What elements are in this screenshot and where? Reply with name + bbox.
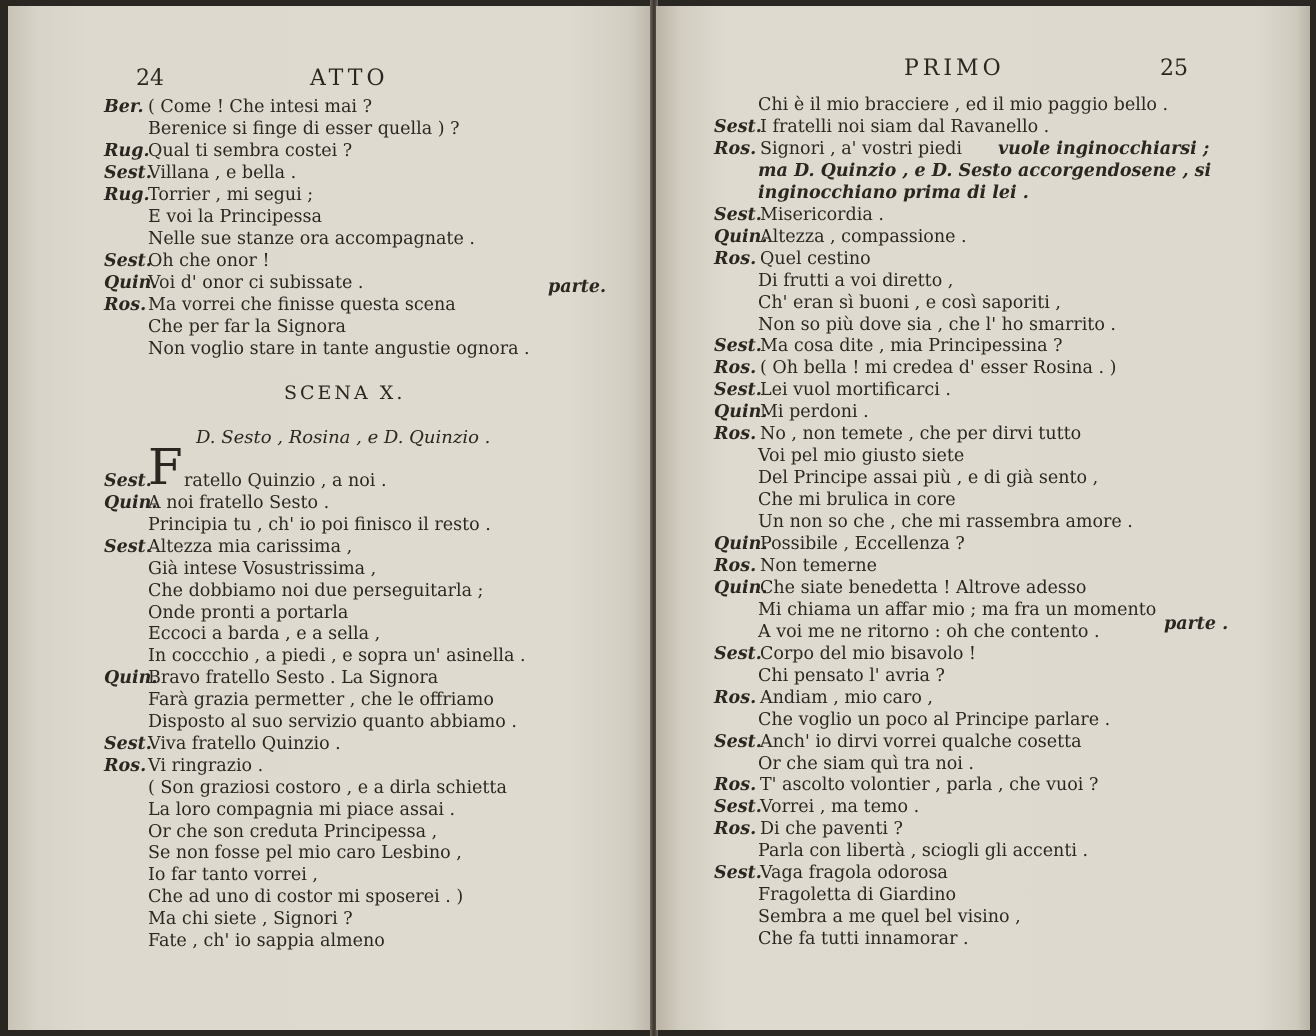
speaker: Quin. bbox=[714, 226, 768, 247]
text-line bbox=[104, 536, 352, 558]
speaker: Sest. bbox=[714, 863, 762, 884]
line-text: La loro compagnia mi piace assai . bbox=[148, 799, 456, 820]
line-text: Parla con libertà , sciogli gli accenti . bbox=[758, 841, 1089, 862]
line-text: Altezza mia carissima , bbox=[148, 536, 353, 557]
line-text: Che voglio un poco al Principe parlare . bbox=[758, 709, 1111, 730]
speaker: Sest. bbox=[714, 643, 762, 664]
line-text: Onde pronti a portarla bbox=[148, 602, 349, 623]
line-text: Viva fratello Quinzio . bbox=[148, 733, 341, 754]
speaker: Ros. bbox=[714, 358, 757, 379]
line-text: Io far tanto vorrei , bbox=[148, 865, 318, 886]
text-line bbox=[148, 799, 455, 821]
page-number: 24 bbox=[136, 66, 164, 91]
line-text: Fragoletta di Giardino bbox=[758, 885, 957, 906]
text-line bbox=[714, 643, 976, 665]
scene-characters: D. Sesto , Rosina , e D. Quinzio . bbox=[196, 427, 491, 448]
page-number: 25 bbox=[1160, 56, 1188, 81]
line-text: Or che siam quì tra noi . bbox=[758, 753, 974, 774]
left-page bbox=[8, 6, 652, 1030]
right-page bbox=[656, 6, 1310, 1030]
line-text: Lei vuol mortificarci . bbox=[760, 380, 951, 401]
line-text: Un non so che , che mi rassembra amore . bbox=[758, 512, 1133, 533]
line-text: Farà grazia permetter , che le offriamo bbox=[148, 690, 494, 711]
line-text: Oh che onor ! bbox=[148, 251, 270, 271]
line-text: Or che son creduta Principessa , bbox=[148, 821, 438, 842]
line-text: Nelle sue stanze ora accompagnate . bbox=[148, 229, 475, 249]
stage-cue: parte . bbox=[1164, 614, 1229, 634]
line-text: Possibile , Eccellenza ? bbox=[760, 534, 965, 554]
text-line bbox=[758, 928, 969, 950]
text-line bbox=[714, 555, 877, 577]
stage-cue: parte. bbox=[548, 277, 607, 297]
text-line bbox=[148, 228, 475, 250]
text-line bbox=[714, 818, 903, 840]
running-head: PRIMO bbox=[904, 56, 1005, 81]
line-text: Sembra a me quel bel visino , bbox=[758, 907, 1021, 928]
line-text: Fate , ch' io sappia almeno bbox=[148, 931, 385, 951]
speaker: Sest. bbox=[714, 797, 762, 818]
text-line bbox=[758, 709, 1110, 731]
text-line bbox=[714, 248, 871, 270]
text-line bbox=[714, 774, 1098, 796]
line-text: Chi pensato l' avria ? bbox=[758, 665, 945, 686]
speaker: Ros. bbox=[714, 819, 757, 840]
text-line bbox=[758, 314, 1116, 336]
stage-direction: vuole inginocchiarsi ; bbox=[997, 138, 1210, 159]
text-line bbox=[148, 206, 322, 228]
line-text: Non so più dove sia , che l' ho smarrito . bbox=[758, 314, 1116, 335]
line-text: Altezza , compassione . bbox=[760, 226, 967, 247]
text-line bbox=[714, 226, 967, 248]
line-text: Ma chi siete , Signori ? bbox=[148, 909, 353, 930]
line-text: Ma cosa dite , mia Principessina ? bbox=[760, 336, 1063, 357]
line-text: Principia tu , ch' io poi finisco il resto . bbox=[148, 514, 491, 535]
line-text: Vi ringrazio . bbox=[148, 755, 264, 776]
line-text: Torrier , mi segui ; bbox=[148, 185, 314, 205]
line-text: Voi pel mio giusto siete bbox=[758, 446, 965, 467]
line-text: Non voglio stare in tante angustie ognora . bbox=[148, 339, 530, 359]
text-line bbox=[758, 511, 1133, 533]
text-line bbox=[104, 733, 341, 755]
line-text: Disposto al suo servizio quanto abbiamo . bbox=[148, 712, 517, 732]
text-line bbox=[758, 884, 956, 906]
line-text: ( Come ! Che intesi mai ? bbox=[148, 97, 372, 117]
speaker: Sest. bbox=[104, 163, 152, 183]
line-text: Eccoci a barda , e a sella , bbox=[148, 624, 381, 645]
text-line bbox=[714, 862, 948, 884]
speaker: Sest. bbox=[104, 471, 152, 491]
text-line bbox=[104, 96, 372, 118]
text-line bbox=[104, 755, 263, 777]
text-line bbox=[104, 250, 269, 272]
text-line bbox=[714, 533, 965, 555]
text-line bbox=[148, 316, 346, 338]
text-line bbox=[714, 687, 933, 709]
text-line bbox=[758, 467, 1098, 489]
text-line bbox=[148, 338, 530, 360]
text-line bbox=[148, 930, 385, 952]
line-text: Del Principe assai più , e di già sento , bbox=[758, 468, 1099, 489]
speaker: Ros. bbox=[714, 775, 757, 796]
line-text: Corpo del mio bisavolo ! bbox=[760, 643, 976, 664]
speaker: Ros. bbox=[104, 755, 147, 776]
speaker: Quin. bbox=[714, 577, 768, 598]
text-line bbox=[714, 138, 1209, 160]
line-text: T' ascolto volontier , parla , che vuoi ? bbox=[760, 775, 1099, 796]
line-text: Misericordia . bbox=[760, 204, 884, 225]
line-text: Vorrei , ma temo . bbox=[760, 797, 920, 818]
speaker: Quin. bbox=[104, 493, 158, 513]
line-text: Non temerne bbox=[760, 555, 878, 576]
text-line bbox=[104, 667, 438, 689]
line-text: Ma vorrei che finisse questa scena bbox=[148, 295, 456, 315]
text-line bbox=[714, 335, 1062, 357]
text-line bbox=[104, 184, 313, 206]
speaker: Ber. bbox=[104, 97, 144, 117]
text-line bbox=[758, 489, 956, 511]
line-text: Andiam , mio caro , bbox=[760, 687, 933, 708]
text-line bbox=[758, 182, 1029, 204]
speaker: Sest. bbox=[714, 731, 762, 752]
line-text: Di che paventi ? bbox=[760, 819, 903, 840]
line-text: Berenice si finge di esser quella ) ? bbox=[148, 119, 460, 139]
scene-heading: SCENA X. bbox=[284, 382, 406, 404]
speaker: Quin. bbox=[104, 273, 158, 293]
text-line bbox=[758, 292, 1061, 314]
text-line bbox=[148, 864, 318, 886]
speaker: Sest. bbox=[714, 204, 762, 225]
text-line bbox=[714, 379, 951, 401]
text-line bbox=[148, 886, 463, 908]
line-text: Che ad uno di costor mi sposerei . ) bbox=[148, 887, 464, 908]
line-text: Che siate benedetta ! Altrove adesso bbox=[760, 577, 1087, 598]
speaker: Ros. bbox=[714, 555, 757, 576]
line-text: Vaga fragola odorosa bbox=[760, 863, 948, 884]
text-line bbox=[148, 821, 437, 843]
text-line bbox=[758, 270, 953, 292]
text-line bbox=[148, 645, 526, 667]
text-line bbox=[148, 777, 507, 799]
speaker: Ros. bbox=[714, 424, 757, 445]
text-line bbox=[148, 118, 460, 140]
speaker: Rug. bbox=[104, 141, 150, 161]
text-line bbox=[714, 401, 869, 423]
line-text: Che per far la Signora bbox=[148, 317, 346, 337]
line-text: No , non temete , che per dirvi tutto bbox=[760, 424, 1082, 445]
line-text: Ch' eran sì buoni , e così saporiti , bbox=[758, 292, 1061, 313]
line-text: A noi fratello Sesto . bbox=[148, 493, 330, 513]
text-line bbox=[148, 711, 517, 733]
text-line bbox=[148, 842, 462, 864]
line-text: ( Oh bella ! mi credea d' esser Rosina . ) bbox=[760, 358, 1117, 379]
line-text: E voi la Principessa bbox=[148, 207, 322, 227]
text-line bbox=[104, 162, 296, 184]
line-text: Che mi brulica in core bbox=[758, 490, 956, 511]
speaker: Sest. bbox=[714, 116, 762, 137]
speaker: Quin. bbox=[104, 668, 158, 689]
line-text: A voi me ne ritorno : oh che contento . bbox=[758, 621, 1100, 642]
line-text: Signori , a' vostri piedi bbox=[760, 138, 962, 159]
speaker: Quin. bbox=[714, 402, 768, 423]
text-line bbox=[714, 796, 919, 818]
text-line bbox=[758, 621, 1100, 643]
speaker: Ros. bbox=[714, 138, 757, 159]
text-line bbox=[148, 602, 348, 624]
text-line bbox=[758, 94, 1168, 116]
line-text: I fratelli noi siam dal Ravanello . bbox=[760, 116, 1050, 137]
speaker: Ros. bbox=[714, 248, 757, 269]
stage-direction: inginocchiano prima di lei . bbox=[758, 182, 1029, 203]
line-text: Villana , e bella . bbox=[148, 163, 297, 183]
stage-direction: ma D. Quinzio , e D. Sesto accorgendosene , si bbox=[758, 160, 1212, 181]
text-line bbox=[148, 580, 483, 602]
line-text: Di frutti a voi diretto , bbox=[758, 270, 954, 291]
dropcap: F bbox=[148, 438, 183, 496]
text-line bbox=[758, 160, 1211, 182]
line-text: Voi d' onor ci subissate . bbox=[148, 273, 364, 293]
speaker: Sest. bbox=[714, 336, 762, 357]
text-line bbox=[714, 577, 1086, 599]
speaker: Ros. bbox=[714, 687, 757, 708]
text-line bbox=[148, 558, 376, 580]
text-line bbox=[714, 423, 1081, 445]
speaker: Ros. bbox=[104, 295, 147, 315]
text-line bbox=[758, 665, 945, 687]
line-text: Già intese Vosustrissima , bbox=[148, 558, 377, 579]
line-text: Anch' io dirvi vorrei qualche cosetta bbox=[760, 731, 1082, 752]
speaker: Sest. bbox=[104, 733, 152, 754]
line-text: Chi è il mio bracciere , ed il mio paggio bello . bbox=[758, 95, 1169, 115]
text-line bbox=[104, 140, 352, 162]
line-text: Mi perdoni . bbox=[760, 402, 869, 423]
text-line bbox=[758, 906, 1021, 928]
text-line bbox=[758, 599, 1156, 621]
text-line bbox=[148, 908, 353, 930]
speaker: Sest. bbox=[104, 251, 152, 271]
speaker: Sest. bbox=[104, 536, 152, 557]
scene-first-line bbox=[104, 470, 152, 492]
line-text: In coccchio , a piedi , e sopra un' asinella . bbox=[148, 646, 526, 667]
text-line bbox=[148, 689, 494, 711]
text-line bbox=[714, 731, 1082, 753]
line-text: Qual ti sembra costei ? bbox=[148, 141, 353, 161]
speaker: Rug. bbox=[104, 185, 150, 205]
text-line bbox=[104, 294, 456, 316]
text-line bbox=[714, 204, 884, 226]
line-text: Bravo fratello Sesto . La Signora bbox=[148, 668, 439, 689]
text-line bbox=[758, 445, 964, 467]
text-line bbox=[758, 840, 1088, 862]
speaker: Quin. bbox=[714, 534, 768, 554]
text-line bbox=[104, 492, 329, 514]
text-line bbox=[714, 357, 1116, 379]
text-line bbox=[104, 272, 364, 294]
line-text: Se non fosse pel mio caro Lesbino , bbox=[148, 843, 462, 864]
text-line bbox=[148, 623, 380, 645]
running-head: ATTO bbox=[310, 66, 389, 91]
text-line bbox=[758, 753, 974, 775]
text-line bbox=[148, 514, 491, 536]
first-line-text: ratello Quinzio , a noi . bbox=[184, 471, 387, 491]
line-text: Quel cestino bbox=[760, 248, 871, 269]
text-line bbox=[714, 116, 1049, 138]
line-text: ( Son graziosi costoro , e a dirla schietta bbox=[148, 777, 507, 798]
line-text: Mi chiama un affar mio ; ma fra un momento bbox=[758, 599, 1157, 620]
speaker: Sest. bbox=[714, 380, 762, 401]
line-text: Che fa tutti innamorar . bbox=[758, 929, 969, 950]
line-text: Che dobbiamo noi due perseguitarla ; bbox=[148, 580, 484, 601]
